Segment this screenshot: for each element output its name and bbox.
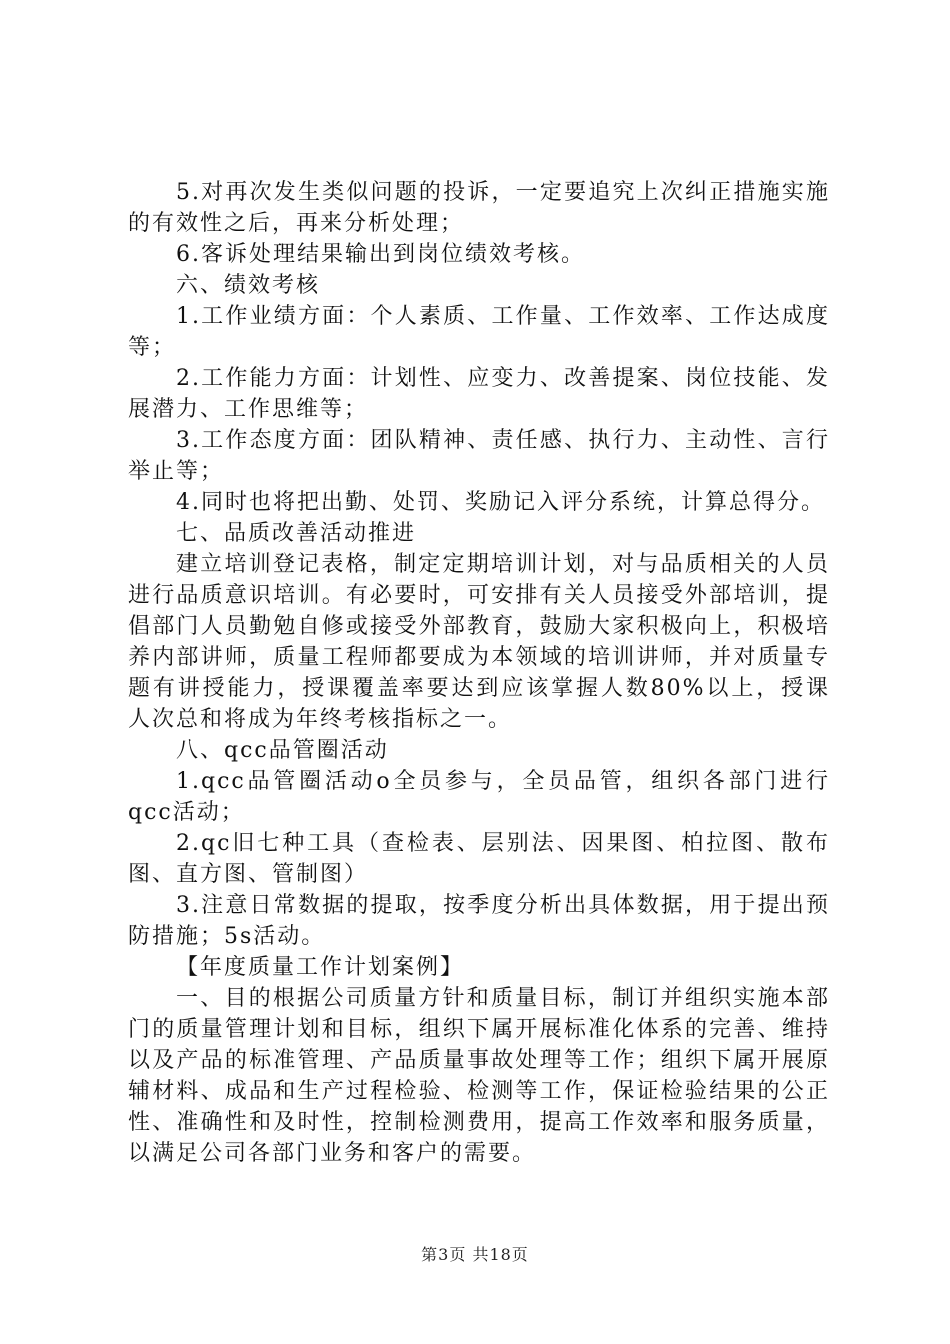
section-heading: 七、品质改善活动推进: [176, 521, 417, 546]
paragraph: 3.注意日常数据的提取，按季度分析出具体数据，用于提出预防措施；5s活动。: [128, 893, 830, 949]
paragraph: 一、目的根据公司质量方针和质量目标，制订并组织实施本部门的质量管理计划和目标，组织下属开展标准化体系的完善、维持以及产品的标准管理、产品质量事故处理等工作；组织下属开展原辅材料、成品和生产过程检验、检测等工作，保证检验结果的公正性、准确性和及时性，控制检测费用，提高工作效率和服务质量，以满足公司各部门业务和客户的需要。: [128, 986, 830, 1166]
paragraph: 建立培训登记表格，制定定期培训计划，对与品质相关的人员进行品质意识培训。有必要时，可安排有关人员接受外部培训，提倡部门人员勤勉自修或接受外部教育，鼓励大家积极向上，积极培养内部讲师，质量工程师都要成为本领域的培训讲师，并对质量专题有讲授能力，授课覆盖率要达到应该掌握人数80%以上，授课人次总和将成为年终考核指标之一。: [128, 552, 830, 732]
section-heading: 六、绩效考核: [176, 273, 321, 298]
paragraph: 5.对再次发生类似问题的投诉，一定要追究上次纠正措施实施的有效性之后，再来分析处理；: [128, 180, 830, 236]
paragraph: 2.工作能力方面：计划性、应变力、改善提案、岗位技能、发展潜力、工作思维等；: [128, 366, 830, 422]
paragraph: 1.qcc品管圈活动o全员参与，全员品管，组织各部门进行qcc活动；: [128, 769, 830, 825]
page-number-footer: 第3页 共18页: [421, 1245, 529, 1264]
paragraph: 4.同时也将把出勤、处罚、奖励记入评分系统，计算总得分。: [176, 490, 825, 515]
section-heading: 八、qcc品管圈活动: [176, 738, 389, 763]
case-heading: 【年度质量工作计划案例】: [176, 955, 465, 980]
paragraph: 6.客诉处理结果输出到岗位绩效考核。: [176, 242, 585, 267]
paragraph: 3.工作态度方面：团队精神、责任感、执行力、主动性、言行举止等；: [128, 428, 830, 484]
paragraph: 2.qc旧七种工具（查检表、层别法、因果图、柏拉图、散布图、直方图、管制图）: [128, 831, 830, 887]
paragraph: 1.工作业绩方面：个人素质、工作量、工作效率、工作达成度等；: [128, 304, 830, 360]
document-body: [128, 177, 830, 1169]
